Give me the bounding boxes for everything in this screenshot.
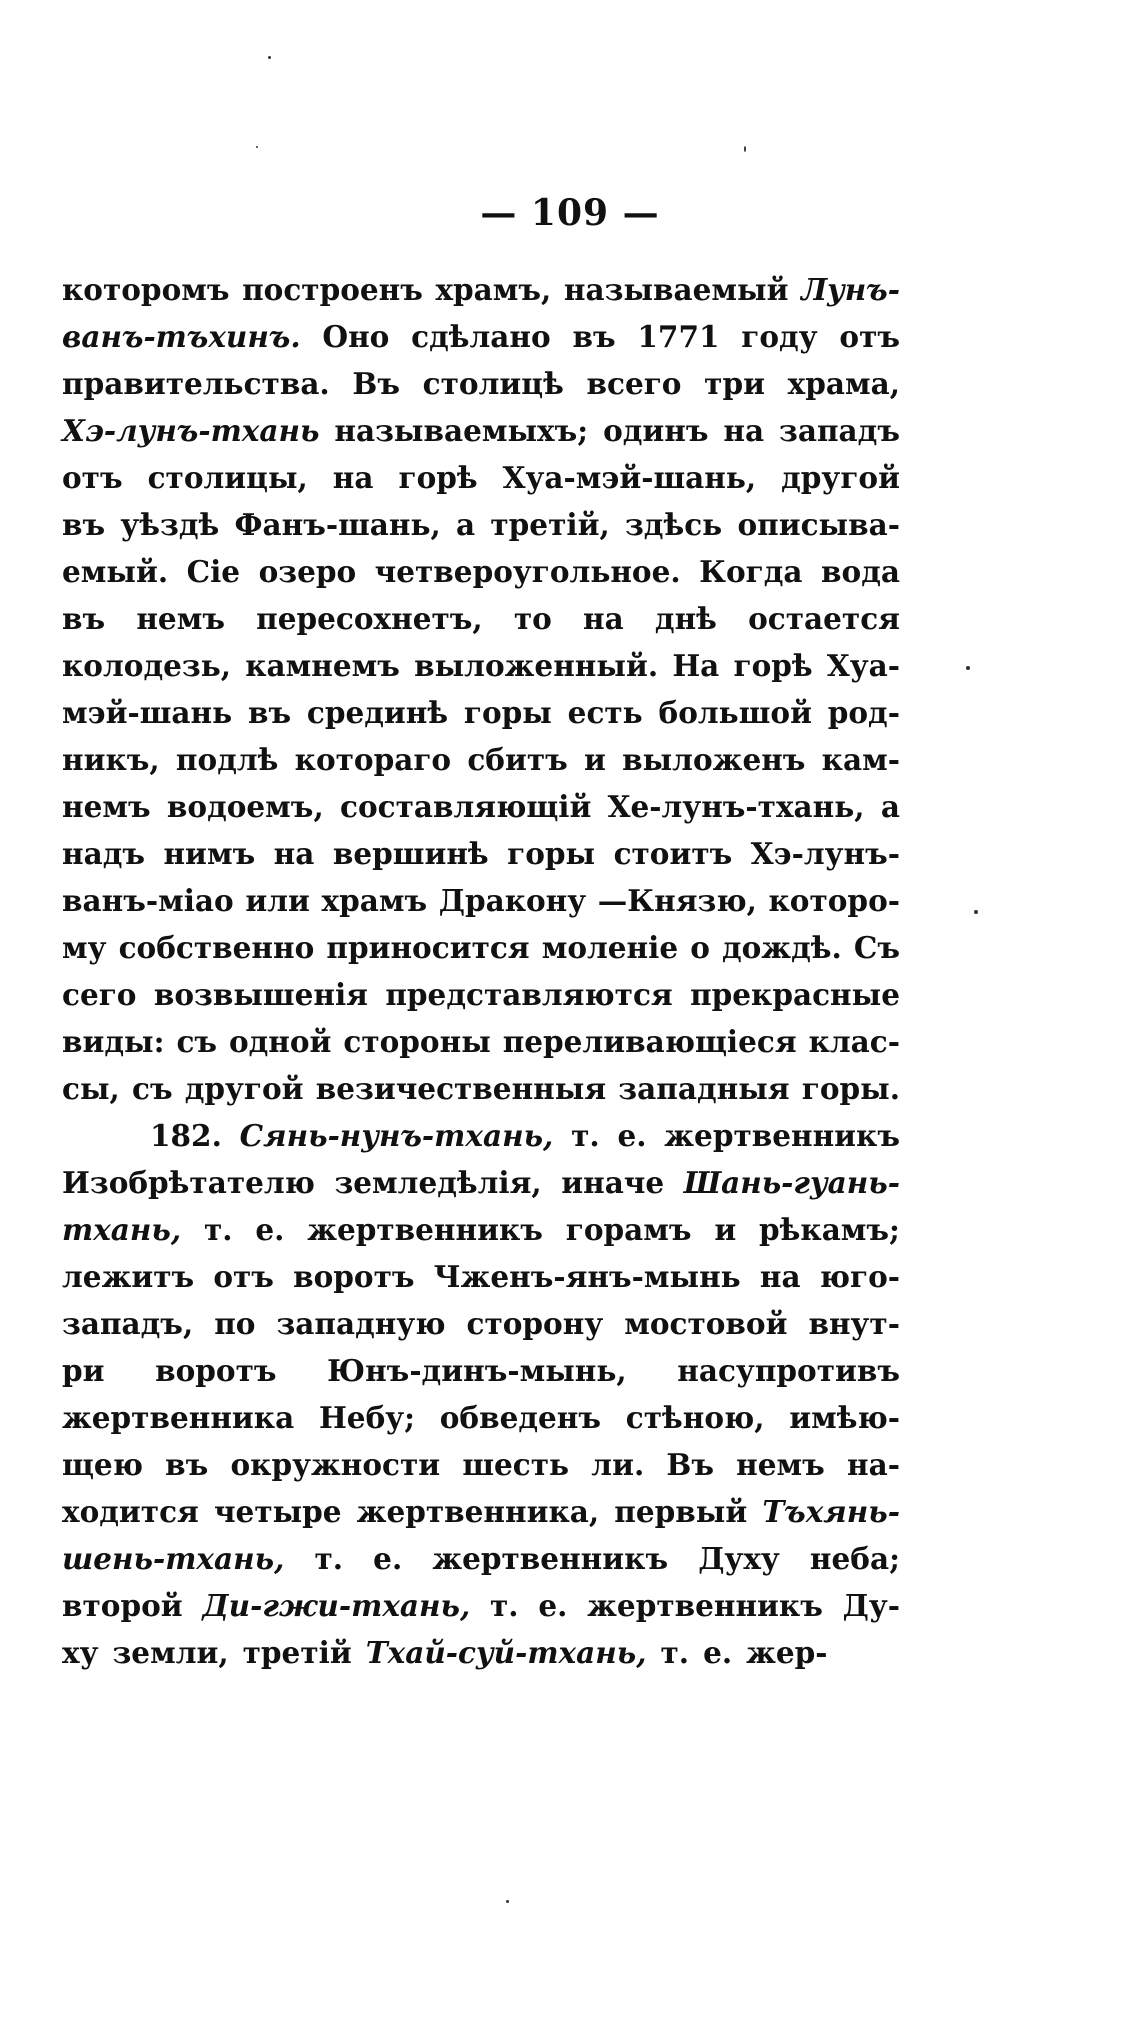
word: е. — [255, 1212, 285, 1247]
text-line — [62, 1253, 900, 1300]
word: храмъ — [321, 883, 428, 918]
word: третій, — [490, 507, 610, 542]
word: другой — [184, 1071, 304, 1106]
word: клас- — [808, 1024, 900, 1059]
word: вода — [821, 554, 900, 589]
word: въ — [62, 507, 106, 542]
word: воротъ — [155, 1353, 277, 1388]
word: шесть — [462, 1447, 570, 1482]
word: емый. — [62, 554, 169, 589]
word: Чженъ-янъ-мынь — [433, 1259, 741, 1294]
word: одной — [228, 1024, 332, 1059]
word: т. — [660, 1635, 690, 1670]
word: западъ — [779, 413, 900, 448]
word: сбитъ — [467, 742, 568, 777]
word: нимъ — [163, 836, 256, 871]
word: Хэ-лунъ- — [750, 836, 900, 871]
word: Юнъ-динъ-мынь, — [327, 1353, 627, 1388]
word: Въ — [352, 366, 400, 401]
text-line — [62, 1394, 900, 1441]
word: Духу — [698, 1541, 780, 1576]
word: дождѣ. — [721, 930, 842, 965]
word: приносится — [326, 930, 530, 965]
word: —Князю, — [597, 883, 757, 918]
word: горамъ — [565, 1212, 692, 1247]
word: воротъ — [293, 1259, 415, 1294]
word: Хэ-лунъ-тхань — [62, 413, 320, 448]
word: съ — [131, 1071, 173, 1106]
word: столицѣ — [422, 366, 564, 401]
word: вершинѣ — [332, 836, 489, 871]
word: Тхай-суй-тхань, — [365, 1635, 647, 1670]
scan-speck — [268, 56, 271, 59]
word: третій — [242, 1635, 352, 1670]
word: озеро — [258, 554, 357, 589]
word: Тъхянь- — [762, 1494, 900, 1529]
word: Хе-лунъ-тхань, — [607, 789, 865, 824]
word: щею — [62, 1447, 143, 1482]
word: котораго — [294, 742, 452, 777]
scan-speck — [744, 146, 746, 152]
word: имѣю- — [789, 1400, 900, 1435]
word: тхань, — [62, 1212, 182, 1247]
word: му — [62, 930, 107, 965]
word: водоемъ, — [166, 789, 324, 824]
text-line — [62, 1300, 900, 1347]
word: западъ, — [62, 1306, 194, 1341]
word: а — [880, 789, 900, 824]
word: и — [583, 742, 606, 777]
word: составляющій — [340, 789, 592, 824]
word: жертвенникъ — [432, 1541, 669, 1576]
scan-speck — [506, 1900, 509, 1903]
word: и — [714, 1212, 737, 1247]
word: Сіе — [186, 554, 241, 589]
word: мостовой — [624, 1306, 788, 1341]
scan-speck — [966, 666, 970, 670]
word: внут- — [808, 1306, 900, 1341]
word: большой — [658, 695, 812, 730]
word: году — [741, 319, 818, 354]
word: отъ — [213, 1259, 274, 1294]
word: называемыхъ; — [334, 413, 589, 448]
word: На — [672, 648, 720, 683]
word: юго- — [819, 1259, 900, 1294]
word: собственно — [118, 930, 315, 965]
word: иначе — [561, 1165, 665, 1200]
word: западную — [276, 1306, 446, 1341]
text-line — [62, 924, 900, 971]
word: мэй-шань — [62, 695, 233, 730]
word: кам- — [821, 742, 900, 777]
word: построенъ — [242, 272, 423, 307]
text-line — [62, 642, 900, 689]
text-line — [62, 595, 900, 642]
word: ху — [62, 1635, 99, 1670]
word: моленіе — [541, 930, 679, 965]
word: немъ — [62, 789, 151, 824]
word: Лунъ- — [801, 272, 900, 307]
text-line — [62, 1582, 900, 1629]
word: ванъ-міао — [62, 883, 234, 918]
word: три — [704, 366, 765, 401]
word: всего — [586, 366, 682, 401]
word: окружности — [230, 1447, 441, 1482]
word: е. — [373, 1541, 403, 1576]
word: е. — [703, 1635, 733, 1670]
word: жертвенникъ — [307, 1212, 543, 1247]
word: виды: — [62, 1024, 165, 1059]
text-line — [62, 1065, 900, 1112]
word: четвероугольное. — [374, 554, 681, 589]
word: остается — [748, 601, 900, 636]
word: сего — [62, 977, 137, 1012]
word: т. — [203, 1212, 233, 1247]
word: шень-тхань, — [62, 1541, 285, 1576]
word: жертвенника, — [356, 1494, 600, 1529]
word: Оно — [322, 319, 390, 354]
text-line — [62, 548, 900, 595]
word: Изобрѣтателю — [62, 1165, 315, 1200]
word: Сянь-нунъ-тхань, — [239, 1118, 554, 1153]
word: везичественныя — [315, 1071, 607, 1106]
text-line — [62, 1535, 900, 1582]
word: подлѣ — [175, 742, 279, 777]
word: 182. — [150, 1118, 222, 1153]
word: въ — [247, 695, 292, 730]
word: описыва- — [737, 507, 900, 542]
word: выложенный. — [414, 648, 659, 683]
text-line — [62, 407, 900, 454]
word: обведенъ — [439, 1400, 602, 1435]
word: то — [513, 601, 552, 636]
word: отъ — [839, 319, 900, 354]
word: есть — [567, 695, 643, 730]
word: камнемъ — [245, 648, 400, 683]
word: на — [759, 1259, 801, 1294]
word: жертвенникъ — [664, 1118, 900, 1153]
word: первый — [614, 1494, 748, 1529]
word: на — [723, 413, 765, 448]
word: Небу; — [318, 1400, 416, 1435]
word: которомъ — [62, 272, 230, 307]
word: жертвенникъ — [587, 1588, 823, 1623]
word: ри — [62, 1353, 105, 1388]
word: Съ — [853, 930, 900, 965]
word: въ — [572, 319, 616, 354]
word: уѣздѣ — [120, 507, 220, 542]
word: горѣ — [733, 648, 813, 683]
word: насупротивъ — [677, 1353, 900, 1388]
text-line — [62, 1112, 900, 1159]
word: Ди-гжи-тхань, — [202, 1588, 471, 1623]
text-line — [62, 830, 900, 877]
text-line — [62, 783, 900, 830]
word: горы — [463, 695, 552, 730]
page-number: — 109 — — [480, 192, 660, 234]
body-text — [62, 266, 900, 1676]
word: выложенъ — [622, 742, 806, 777]
word: съ — [176, 1024, 218, 1059]
word: жер- — [746, 1635, 828, 1670]
word: ванъ-тъхинъ. — [62, 319, 301, 354]
word: возвышенія — [153, 977, 368, 1012]
word: стоитъ — [613, 836, 733, 871]
word: четыре — [213, 1494, 342, 1529]
word: столицы, — [147, 460, 308, 495]
word: стѣною, — [625, 1400, 765, 1435]
word: о — [690, 930, 710, 965]
word: на — [332, 460, 374, 495]
word: жертвенника — [62, 1400, 295, 1435]
text-line — [62, 454, 900, 501]
word: на — [273, 836, 315, 871]
word: или — [245, 883, 310, 918]
word: на — [583, 601, 624, 636]
word: на- — [846, 1447, 900, 1482]
scan-speck — [256, 146, 258, 148]
word: рѣкамъ; — [759, 1212, 900, 1247]
word: ли. — [591, 1447, 645, 1482]
text-line — [62, 501, 900, 548]
word: Фанъ-шань, — [234, 507, 441, 542]
word: прекрасные — [690, 977, 900, 1012]
text-line — [62, 1159, 900, 1206]
word: неба; — [809, 1541, 900, 1576]
word: сы, — [62, 1071, 120, 1106]
word: ходится — [62, 1494, 199, 1529]
word: Хуа-мэй-шань, — [502, 460, 757, 495]
word: е. — [538, 1588, 568, 1623]
word: западныя — [618, 1071, 790, 1106]
word: т. — [571, 1118, 600, 1153]
word: Шань-гуань- — [683, 1165, 900, 1200]
word: земледѣлія, — [334, 1165, 542, 1200]
text-line — [62, 266, 900, 313]
word: другой — [781, 460, 900, 495]
word: немъ — [136, 601, 225, 636]
text-line — [62, 1488, 900, 1535]
scan-speck — [974, 910, 978, 914]
word: т. — [314, 1541, 344, 1576]
text-line — [62, 1629, 900, 1676]
text-line — [62, 1347, 900, 1394]
word: отъ — [62, 460, 123, 495]
word: колодезь, — [62, 648, 232, 683]
word: храмъ, — [435, 272, 552, 307]
word: сторону — [466, 1306, 604, 1341]
word: стороны — [343, 1024, 491, 1059]
word: сдѣлано — [411, 319, 551, 354]
word: земли, — [112, 1635, 229, 1670]
word: храма, — [787, 366, 900, 401]
word: лежитъ — [62, 1259, 195, 1294]
text-line — [62, 689, 900, 736]
word: переливающіеся — [502, 1024, 797, 1059]
word: горы — [507, 836, 596, 871]
word: а — [456, 507, 476, 542]
word: никъ, — [62, 742, 160, 777]
word: здѣсь — [624, 507, 723, 542]
text-line — [62, 1206, 900, 1253]
word: по — [214, 1306, 256, 1341]
word: Когда — [699, 554, 803, 589]
word: немъ — [736, 1447, 825, 1482]
word: т. — [490, 1588, 519, 1623]
word: представляются — [385, 977, 673, 1012]
word: одинъ — [603, 413, 709, 448]
word: срединѣ — [306, 695, 449, 730]
word: второй — [62, 1588, 183, 1623]
word: 1771 — [637, 319, 720, 354]
word: въ — [62, 601, 106, 636]
text-line — [62, 313, 900, 360]
word: Ду- — [842, 1588, 900, 1623]
word: которо- — [768, 883, 900, 918]
word: е. — [617, 1118, 647, 1153]
text-line — [62, 971, 900, 1018]
text-line — [62, 736, 900, 783]
text-line — [62, 877, 900, 924]
word: горѣ — [398, 460, 478, 495]
word: Хуа- — [826, 648, 900, 683]
word: правительства. — [62, 366, 330, 401]
text-line — [62, 1441, 900, 1488]
word: надъ — [62, 836, 145, 871]
text-line — [62, 1018, 900, 1065]
word: Дракону — [438, 883, 587, 918]
word: горы. — [801, 1071, 900, 1106]
word: днѣ — [654, 601, 717, 636]
word: въ — [165, 1447, 209, 1482]
word: называемый — [563, 272, 789, 307]
text-line — [62, 360, 900, 407]
word: Въ — [666, 1447, 714, 1482]
word: пересохнетъ, — [256, 601, 483, 636]
word: род- — [827, 695, 900, 730]
